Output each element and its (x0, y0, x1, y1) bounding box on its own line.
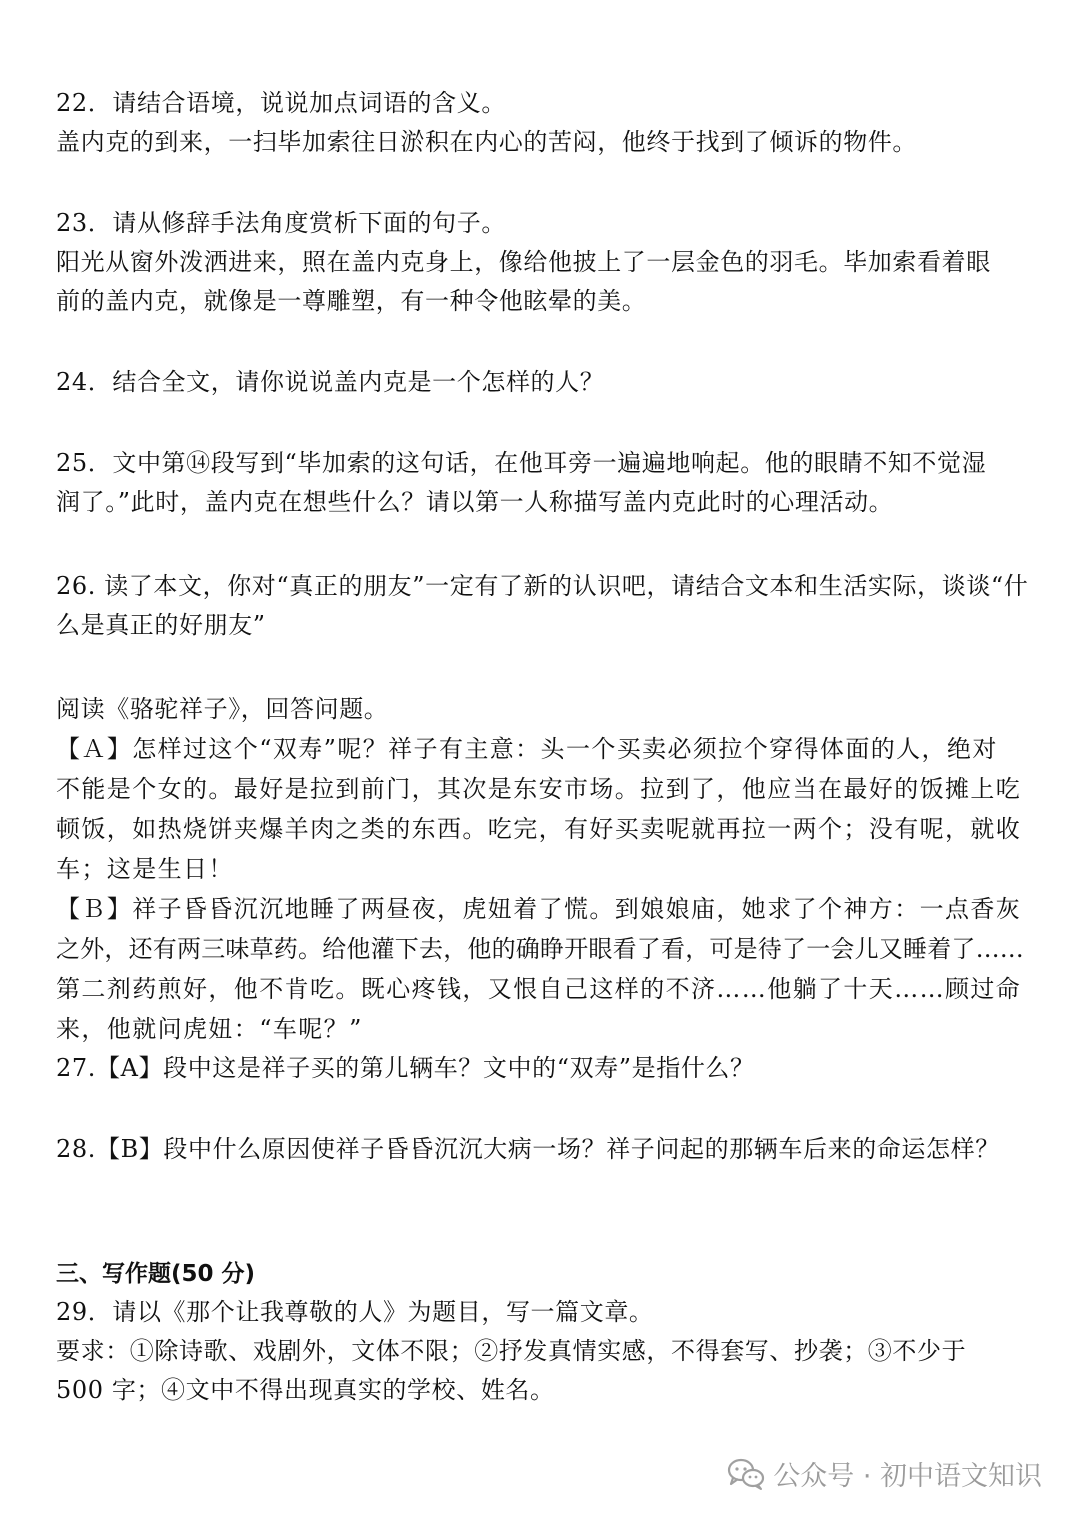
passage-b-line1: 【Ｂ】祥子昏昏沉沉地睡了两昼夜，虎妞着了慌。到娘娘庙，她求了个神方：一点香灰 (56, 895, 1022, 923)
q25-line2: 润了。”此时，盖内克在想些什么？请以第一人称描写盖内克此时的心理活动。 (56, 488, 894, 516)
q23-text-line1: 阳光从窗外泼洒进来，照在盖内克身上，像给他披上了一层金色的羽毛。毕加索看着眼 (56, 248, 991, 276)
passage-b-line3: 第二剂药煎好，他不肯吃。既心疼钱，又恨自己这样的不济……他躺了十天……顾过命 (56, 975, 1022, 1003)
q23-text-line2: 前的盖内克，就像是一尊雕塑，有一种令他眩晕的美。 (56, 287, 647, 315)
q22-text: 盖内克的到来，一扫毕加索往日淤积在内心的苦闷，他终于找到了倾诉的物件。 (56, 128, 917, 156)
passage-b-line2: 之外，还有两三味草药。给他灌下去，他的确睁开眼看了看，可是待了一会儿又睡着了…… (56, 935, 1024, 963)
q26-line1: 26. 读了本文，你对“真正的朋友”一定有了新的认识吧，请结合文本和生活实际，谈谈“什 (56, 572, 1029, 600)
q29-prompt: 29．请以《那个让我尊敬的人》为题目，写一篇文章。 (56, 1298, 654, 1326)
passage-b-line4: 来，他就问虎妞：“车呢？” (56, 1015, 363, 1043)
q27-prompt: 27.【A】段中这是祥子买的第儿辆车？文中的“双寿”是指什么？ (56, 1054, 755, 1082)
q25-line1: 25．文中第⑭段写到“毕加索的这句话，在他耳旁一遍遍地响起。他的眼睛不知不觉湿 (56, 449, 987, 477)
q26-line2: 么是真正的好朋友” (56, 611, 266, 639)
passage-a-line1: 【Ａ】怎样过这个“双寿”呢？祥子有主意：头一个买卖必须拉个穿得体面的人，绝对 (56, 735, 998, 763)
passage-a-line3: 顿饭，如热烧饼夹爆羊肉之类的东西。吃完，有好买卖呢就再拉一两个；没有呢，就收 (56, 815, 1022, 843)
q29-requirements-line2: 500 字；④文中不得出现真实的学校、姓名。 (56, 1376, 555, 1404)
q24-prompt: 24．结合全文，请你说说盖内克是一个怎样的人？ (56, 368, 605, 396)
writing-section-title: 三、写作题(50 分) (56, 1261, 256, 1287)
watermark-text: 公众号 · 初中语文知识 (773, 1461, 1042, 1492)
passage-a-line4: 车；这是生日！ (56, 855, 234, 883)
passage-a-line2: 不能是个女的。最好是拉到前门，其次是东安市场。拉到了，他应当在最好的饭摊上吃 (56, 775, 1022, 803)
watermark (727, 1454, 1042, 1493)
q23-prompt: 23．请从修辞手法角度赏析下面的句子。 (56, 209, 506, 237)
q29-requirements-line1: 要求：①除诗歌、戏剧外，文体不限；②抒发真情实感，不得套写、抄袭；③不少于 (56, 1337, 967, 1365)
q28-prompt: 28.【B】段中什么原因使祥子昏昏沉沉大病一场？祥子问起的那辆车后来的命运怎样？ (56, 1135, 1000, 1163)
q22-prompt: 22．请结合语境，说说加点词语的含义。 (56, 89, 506, 117)
reading-intro: 阅读《骆驼祥子》，回答问题。 (56, 695, 389, 723)
wechat-icon (727, 1458, 765, 1490)
exam-page (56, 84, 1028, 1410)
